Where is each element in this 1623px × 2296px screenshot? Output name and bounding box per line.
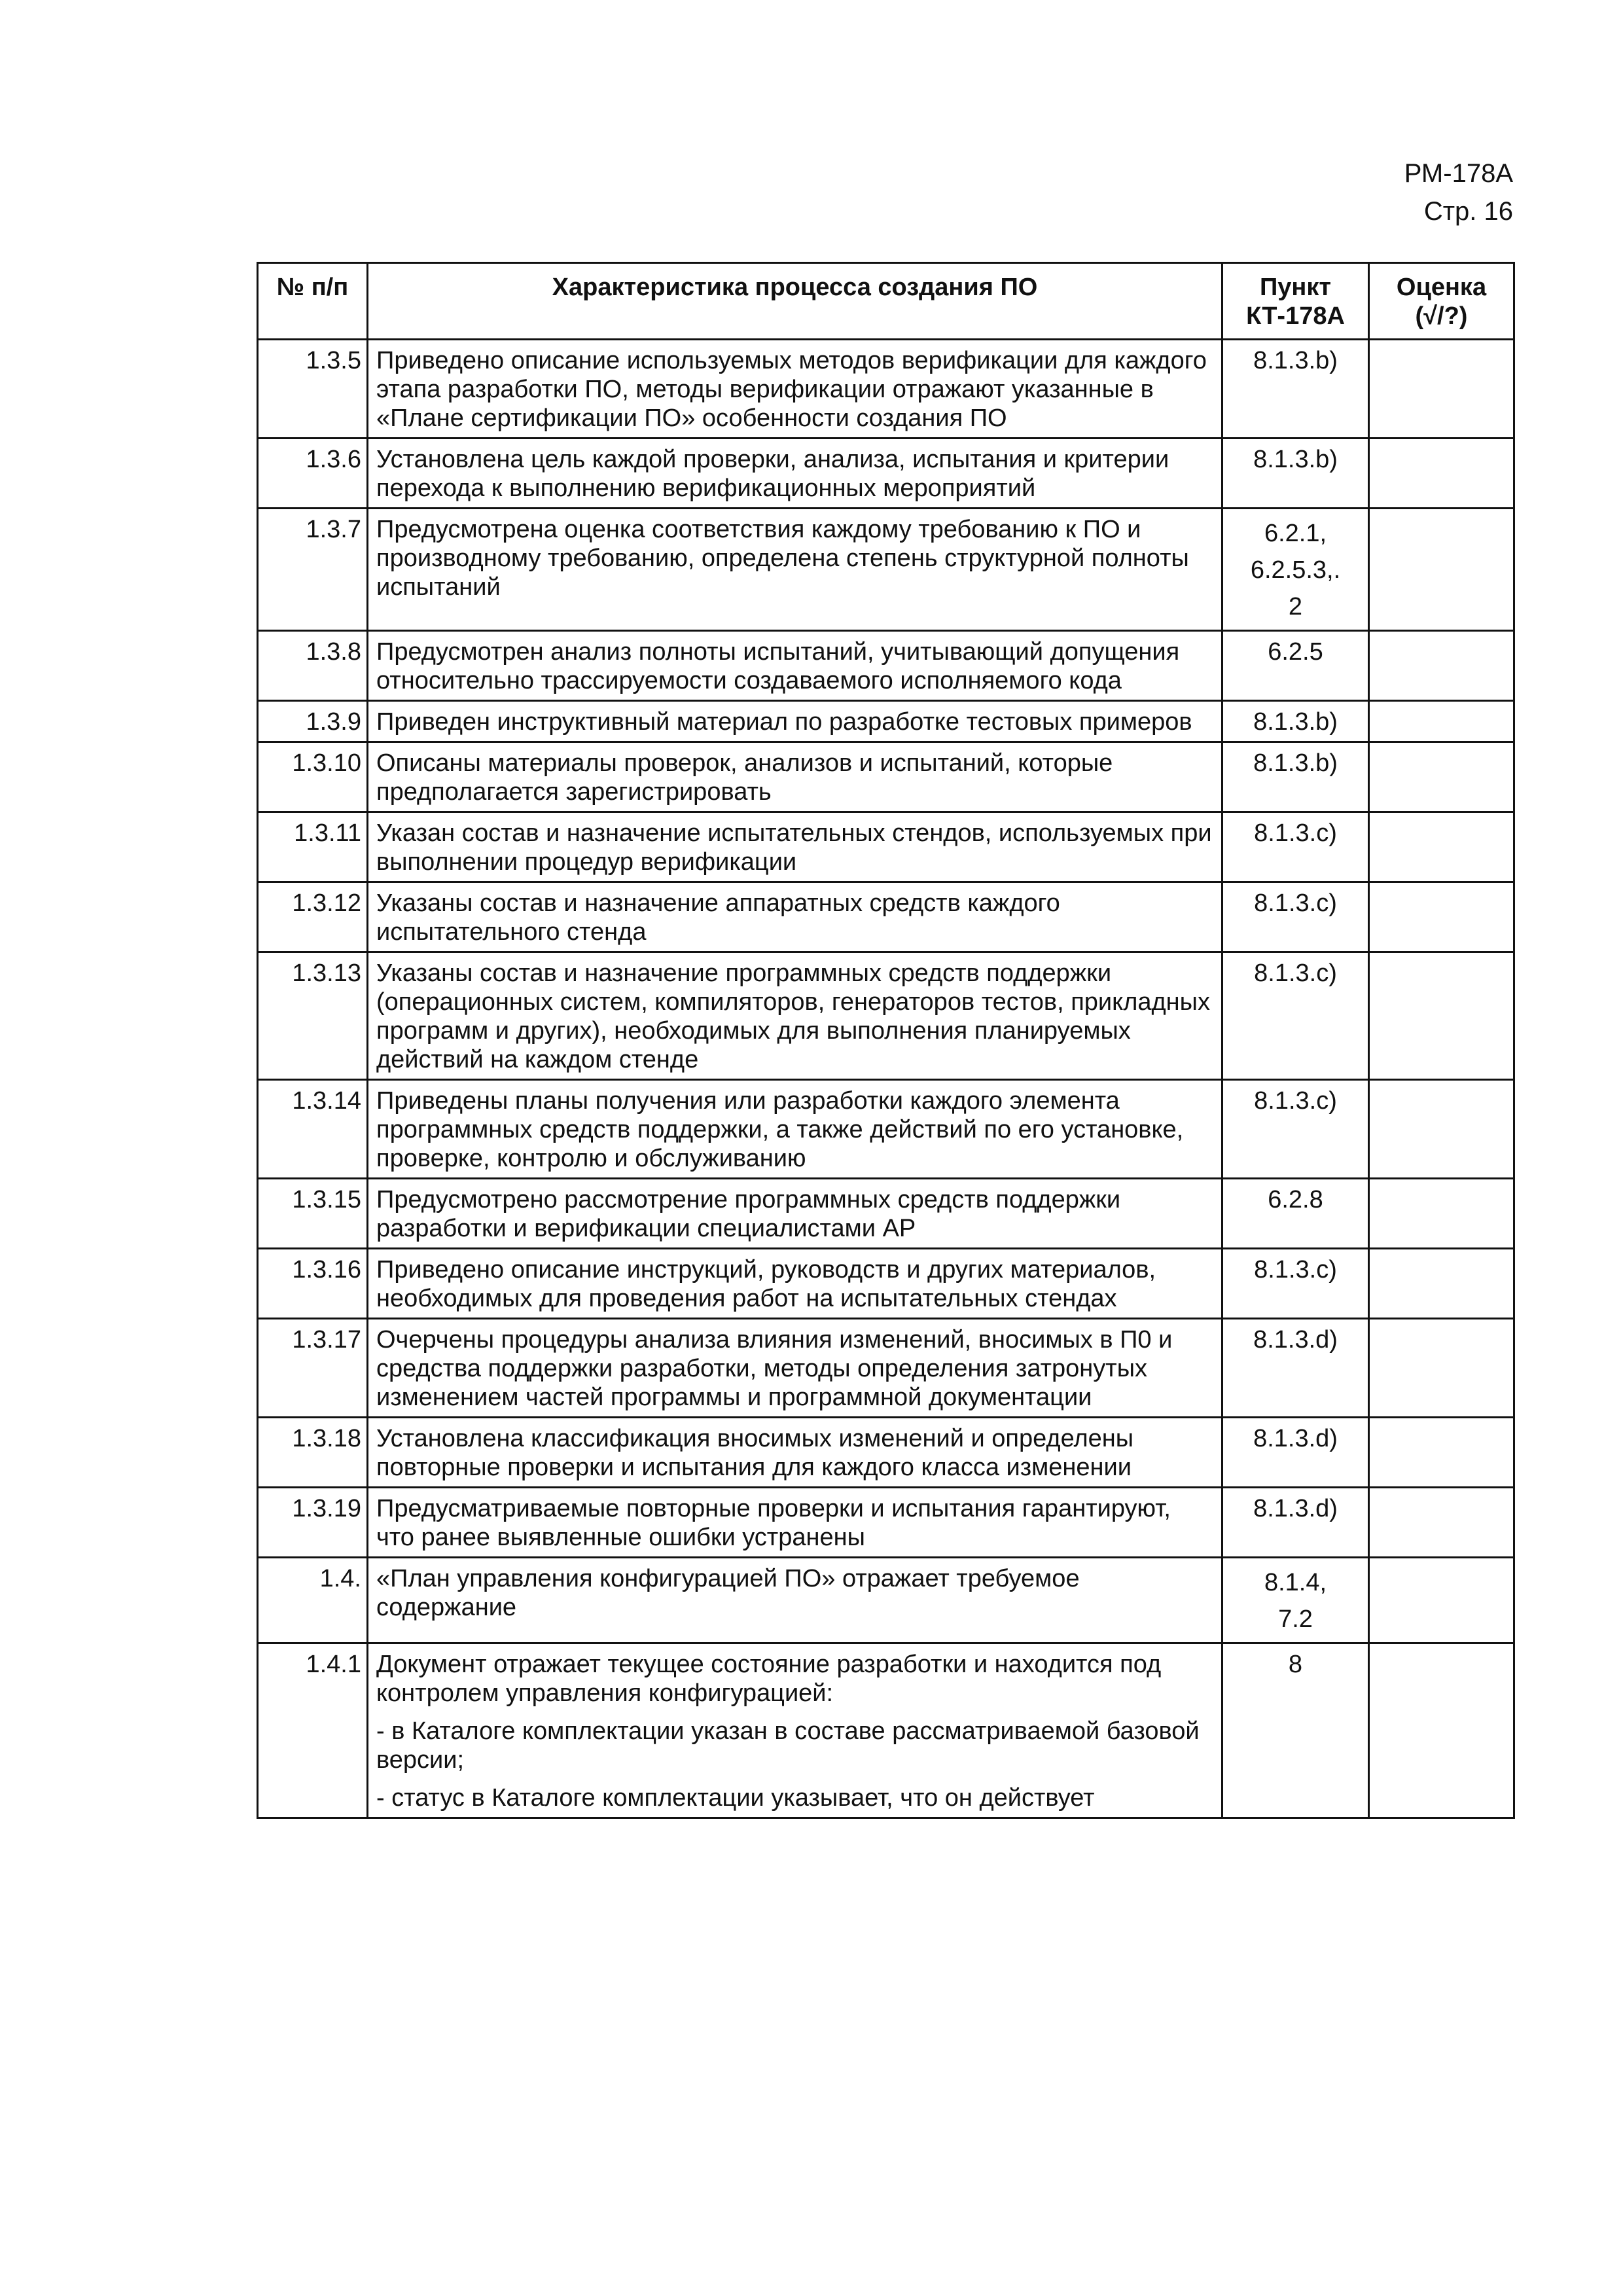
row-reference: 8.1.3.c): [1222, 882, 1369, 952]
row-assessment[interactable]: [1369, 1558, 1514, 1643]
table-row: [258, 701, 1514, 742]
row-assessment[interactable]: [1369, 509, 1514, 631]
table-row: [258, 1080, 1514, 1179]
table-row: [258, 952, 1514, 1080]
row-number: 1.3.7: [258, 509, 368, 631]
page-number: Стр. 16: [1423, 197, 1513, 226]
row-reference: 8: [1222, 1643, 1369, 1818]
table-row: [258, 439, 1514, 509]
table-row: [258, 340, 1514, 439]
row-number: 1.3.11: [258, 812, 368, 882]
column-header-assessment-line2: (√/?): [1415, 302, 1468, 330]
table-row: [258, 742, 1514, 812]
row-number: 1.4.1: [258, 1643, 368, 1818]
row-reference-line: 8.1.4,: [1264, 1569, 1327, 1596]
row-assessment[interactable]: [1369, 1179, 1514, 1249]
row-assessment[interactable]: [1369, 631, 1514, 701]
row-reference: 6.2.5: [1222, 631, 1369, 701]
table-row: [258, 509, 1514, 631]
column-header-assessment: [1369, 263, 1514, 340]
table-row: [258, 1249, 1514, 1319]
row-description-item: - статус в Каталоге комплектации указывает, что он действует: [376, 1784, 1095, 1812]
row-number: 1.3.16: [258, 1249, 368, 1319]
row-assessment[interactable]: [1369, 952, 1514, 1080]
column-header-number: № п/п: [258, 263, 368, 340]
row-reference-line: 7.2: [1278, 1605, 1313, 1633]
row-reference: 8.1.3.b): [1222, 701, 1369, 742]
row-number: 1.3.9: [258, 701, 368, 742]
row-number: 1.3.14: [258, 1080, 368, 1179]
column-header-description: Характеристика процесса создания ПО: [368, 263, 1222, 340]
row-description: Приведен инструктивный материал по разработке тестовых примеров: [368, 701, 1222, 742]
table-row: [258, 631, 1514, 701]
row-number: 1.3.18: [258, 1418, 368, 1488]
row-description: Установлена классификация вносимых изменений и определены повторные проверки и испытания для каждого класса изменении: [368, 1418, 1222, 1488]
row-description: Предусмотрен анализ полноты испытаний, учитывающий допущения относительно трассируемости создаваемого исполняемого кода: [368, 631, 1222, 701]
row-number: 1.3.17: [258, 1319, 368, 1418]
row-number: 1.4.: [258, 1558, 368, 1643]
row-assessment[interactable]: [1369, 1488, 1514, 1558]
row-description: Указаны состав и назначение программных средств поддержки (операционных систем, компиляторов, генераторов тестов, прикладных программ и других), необходимых для выполнения планируемых действий на каждом стенде: [368, 952, 1222, 1080]
row-assessment[interactable]: [1369, 439, 1514, 509]
row-number: 1.3.6: [258, 439, 368, 509]
row-number: 1.3.8: [258, 631, 368, 701]
page-header: [1404, 154, 1513, 230]
row-assessment[interactable]: [1369, 701, 1514, 742]
row-reference: 8.1.3.b): [1222, 439, 1369, 509]
row-description: Указаны состав и назначение аппаратных средств каждого испытательного стенда: [368, 882, 1222, 952]
row-number: 1.3.5: [258, 340, 368, 439]
row-description: Приведено описание используемых методов верификации для каждого этапа разработки ПО, методы верификации отражают указанные в «Плане сертификации ПО» особенности создания ПО: [368, 340, 1222, 439]
table-row: [258, 812, 1514, 882]
row-description: Приведено описание инструкций, руководств и других материалов, необходимых для проведения работ на испытательных стендах: [368, 1249, 1222, 1319]
column-header-assessment-line1: Оценка: [1396, 274, 1487, 301]
row-number: 1.3.12: [258, 882, 368, 952]
table-row: [258, 1418, 1514, 1488]
row-description: Очерчены процедуры анализа влияния изменений, вносимых в П0 и средства поддержки разработки, методы определения затронутых изменением частей программы и программной документации: [368, 1319, 1222, 1418]
row-reference: 8.1.3.b): [1222, 340, 1369, 439]
row-description: Документ отражает текущее состояние разработки и находится под контролем управления конфигурацией:: [376, 1651, 1162, 1707]
row-description: Предусмотрена оценка соответствия каждому требованию к ПО и производному требованию, определена степень структурной полноты испытаний: [368, 509, 1222, 631]
row-assessment[interactable]: [1369, 812, 1514, 882]
row-assessment[interactable]: [1369, 742, 1514, 812]
row-assessment[interactable]: [1369, 1643, 1514, 1818]
row-number: 1.3.19: [258, 1488, 368, 1558]
row-assessment[interactable]: [1369, 882, 1514, 952]
row-description: Предусмотрено рассмотрение программных средств поддержки разработки и верификации специалистами АР: [368, 1179, 1222, 1249]
row-assessment[interactable]: [1369, 1249, 1514, 1319]
row-description: Установлена цель каждой проверки, анализа, испытания и критерии перехода к выполнению верификационных мероприятий: [368, 439, 1222, 509]
column-header-reference-line1: Пункт: [1259, 274, 1332, 301]
row-reference: [1222, 509, 1369, 631]
row-reference: 8.1.3.b): [1222, 742, 1369, 812]
row-assessment[interactable]: [1369, 340, 1514, 439]
row-reference: 8.1.3.c): [1222, 952, 1369, 1080]
document-code: РМ-178А: [1404, 159, 1513, 188]
row-reference: 8.1.3.d): [1222, 1488, 1369, 1558]
row-reference-line: 6.2.5.3,.: [1250, 556, 1341, 584]
row-reference: 8.1.3.c): [1222, 1249, 1369, 1319]
table-row: [258, 1179, 1514, 1249]
row-reference: 6.2.8: [1222, 1179, 1369, 1249]
row-assessment[interactable]: [1369, 1319, 1514, 1418]
table-header-row: [258, 263, 1514, 340]
row-number: 1.3.15: [258, 1179, 368, 1249]
checklist-table: [257, 262, 1515, 1819]
row-reference: 8.1.3.c): [1222, 1080, 1369, 1179]
row-description-group: [368, 1643, 1222, 1818]
row-description: Приведены планы получения или разработки каждого элемента программных средств поддержки, а также действий по его установке, проверке, контролю и обслуживанию: [368, 1080, 1222, 1179]
row-assessment[interactable]: [1369, 1080, 1514, 1179]
row-reference-line: 2: [1288, 593, 1303, 620]
row-reference: 8.1.3.d): [1222, 1418, 1369, 1488]
table-row: [258, 1488, 1514, 1558]
table-row: [258, 1319, 1514, 1418]
table-row: [258, 1558, 1514, 1643]
column-header-reference-line2: КТ-178А: [1246, 302, 1345, 330]
row-reference-line: 6.2.1,: [1264, 520, 1327, 547]
row-reference: [1222, 1558, 1369, 1643]
row-number: 1.3.10: [258, 742, 368, 812]
row-description: «План управления конфигурацией ПО» отражает требуемое содержание: [368, 1558, 1222, 1643]
table-row: [258, 1643, 1514, 1818]
row-description: Предусматриваемые повторные проверки и испытания гарантируют, что ранее выявленные ошибки устранены: [368, 1488, 1222, 1558]
row-description: Описаны материалы проверок, анализов и испытаний, которые предполагается зарегистрировать: [368, 742, 1222, 812]
row-reference: 8.1.3.c): [1222, 812, 1369, 882]
table-row: [258, 882, 1514, 952]
row-description: Указан состав и назначение испытательных стендов, используемых при выполнении процедур верификации: [368, 812, 1222, 882]
row-description-item: - в Каталоге комплектации указан в составе рассматриваемой базовой версии;: [376, 1717, 1200, 1774]
row-assessment[interactable]: [1369, 1418, 1514, 1488]
column-header-reference: [1222, 263, 1369, 340]
row-reference: 8.1.3.d): [1222, 1319, 1369, 1418]
row-number: 1.3.13: [258, 952, 368, 1080]
